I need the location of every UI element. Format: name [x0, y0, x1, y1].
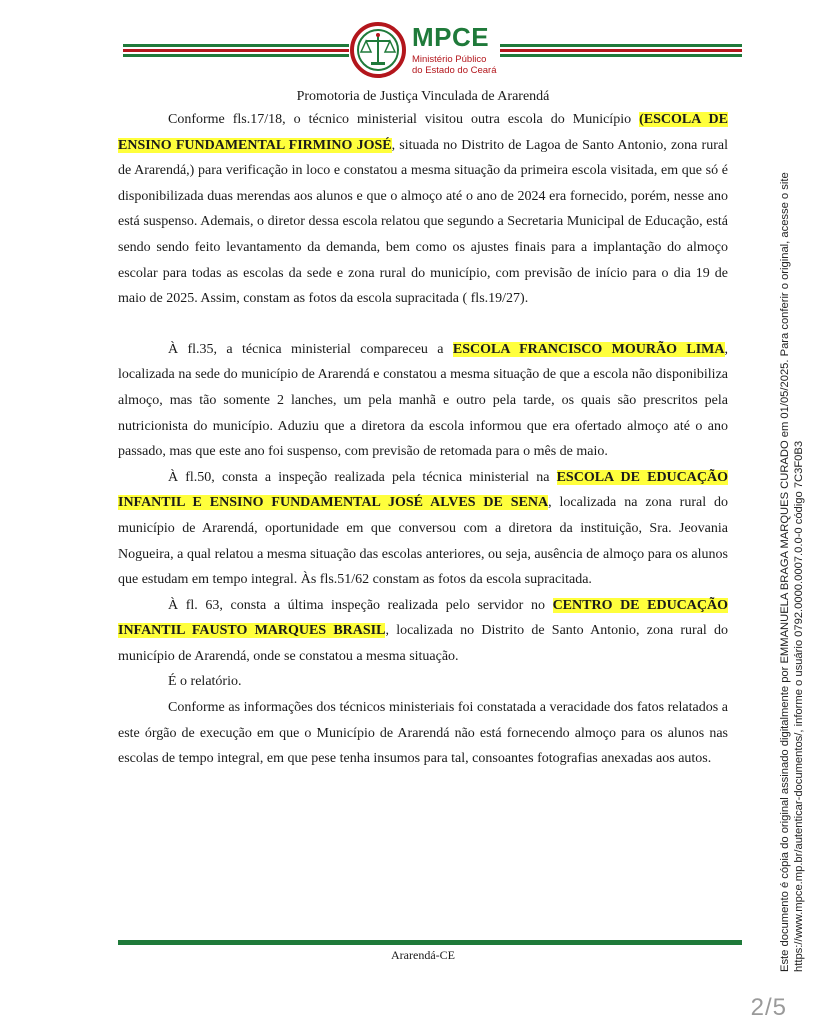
paragraph-2: [118, 337, 728, 465]
document-body: [118, 107, 728, 772]
paragraph-2-text-a: À fl.35, a técnica ministerial compareceu a: [168, 341, 453, 357]
paragraph-4-highlight: CENTRO DE EDUCAÇÃO INFANTIL FAUSTO MARQUES BRASIL: [118, 597, 729, 639]
logo-subtitle-2: do Estado do Ceará: [412, 65, 497, 76]
paragraph-4-text-a: À fl. 63, consta a última inspeção realizada pelo servidor no: [168, 597, 553, 613]
paragraph-4-text-b: , localizada no Distrito de Santo Antonio, zona rural do município de Ararendá, onde se constatou a mesma situação.: [118, 623, 729, 664]
paragraph-3-highlight: ESCOLA DE EDUCAÇÃO INFANTIL E ENSINO FUNDAMENTAL JOSÉ ALVES DE SENA: [118, 469, 728, 511]
right-stripe-green-2: [500, 54, 742, 57]
page-number: 2/5: [750, 994, 787, 1021]
logo-title: MPCE: [412, 22, 490, 52]
paragraph-3: [118, 465, 728, 593]
footer-city: Ararendá-CE: [391, 948, 455, 962]
left-stripe-red: [123, 49, 349, 52]
paragraph-2-text-b: , localizada na sede do município de Ararendá e constatou a mesma situação de que a escola não disponibiliza almoço, mas tão somente 2 lanches, um pela manhã e outro pela tarde, os quais são prescritos pela nutricionista do município. Aduziu que a diretora da escola informou que era ofertado almoço até o ano passado, mas que este ano foi suspenso, com previsão de retomada para o mês de maio.: [118, 341, 728, 460]
signature-note-line-1: Este documento é cópia do original assinado digitalmente por EMMANUELA BRAGA MARQUES CURADO em 01/05/2025. Para conferir o original, acesse o site: [779, 172, 791, 972]
paragraph-5: É o relatório.: [168, 674, 242, 690]
footer-divider: [118, 940, 742, 945]
paragraph-3-text-a: À fl.50, consta a inspeção realizada pela técnica ministerial na: [168, 469, 557, 485]
left-stripe-green-2: [123, 54, 349, 57]
digital-signature-note: [778, 102, 806, 972]
paragraph-2-highlight: ESCOLA FRANCISCO MOURÃO LIMA: [452, 341, 725, 357]
paragraph-6: Conforme as informações dos técnicos ministeriais foi constatada a veracidade dos fatos relatados a este órgão de execução em que o Município de Ararendá não está fornecendo almoço para os alunos nas escolas de tempo integral, em que pese tenha insumos para tal, consoantes fotografias anexadas aos autos.: [118, 700, 728, 767]
promotoria-heading: Promotoria de Justiça Vinculada de Ararendá: [296, 89, 550, 104]
paragraph-1-text-b: , situada no Distrito de Lagoa de Santo Antonio, zona rural de Ararendá,) para verificação in loco e constatou a mesma situação da primeira escola visitada, em que só é disponibilizada duas merendas aos alunos e que o almoço até o ano de 2024 era fornecido, porém, nesse ano está suspenso. Ademais, o diretor dessa escola relatou que segundo a Secretaria Municipal de Educação, está sendo sendo feito levantamento da demanda, bem como os ajustes finais para a implantação do almoço escolar para todas as escolas da sede e zona rural do município, com previsão de início para o dia 19 de maio de 2025. Assim, constam as fotos da escola supracitada ( fls.19/27).: [118, 137, 728, 307]
paragraph-1: [118, 107, 728, 312]
left-stripe-green: [123, 44, 349, 47]
right-stripe-red: [500, 49, 742, 52]
paragraph-3-text-b: , localizada na zona rural do município de Ararendá, oportunidade em que conversou com a diretora da instituição, Sra. Jeovania Nogueira, a qual relatou a mesma situação das escolas anteriores, ou seja, ausência de almoço para os alunos que estudam em tempo integral. Às fls.51/62 constam as fotos da escola supracitada.: [118, 495, 728, 588]
paragraph-1-highlight: (ESCOLA DE ENSINO FUNDAMENTAL FIRMINO JOSÉ: [118, 112, 728, 153]
right-stripe-green: [500, 44, 742, 47]
letterhead: [0, 0, 819, 85]
paragraph-1-text-a: Conforme fls.17/18, o técnico ministerial visitou outra escola do Município: [168, 112, 640, 127]
signature-note-line-2: https://www.mpce.mp.br/autenticar-documentos/, informe o usuário 0792.0000.0007.0.0-0 código 7C3F0B3: [793, 440, 805, 972]
mpce-scales-icon: [350, 22, 406, 78]
logo-subtitle-1: Ministério Público: [412, 54, 487, 65]
paragraph-4: [118, 593, 728, 670]
